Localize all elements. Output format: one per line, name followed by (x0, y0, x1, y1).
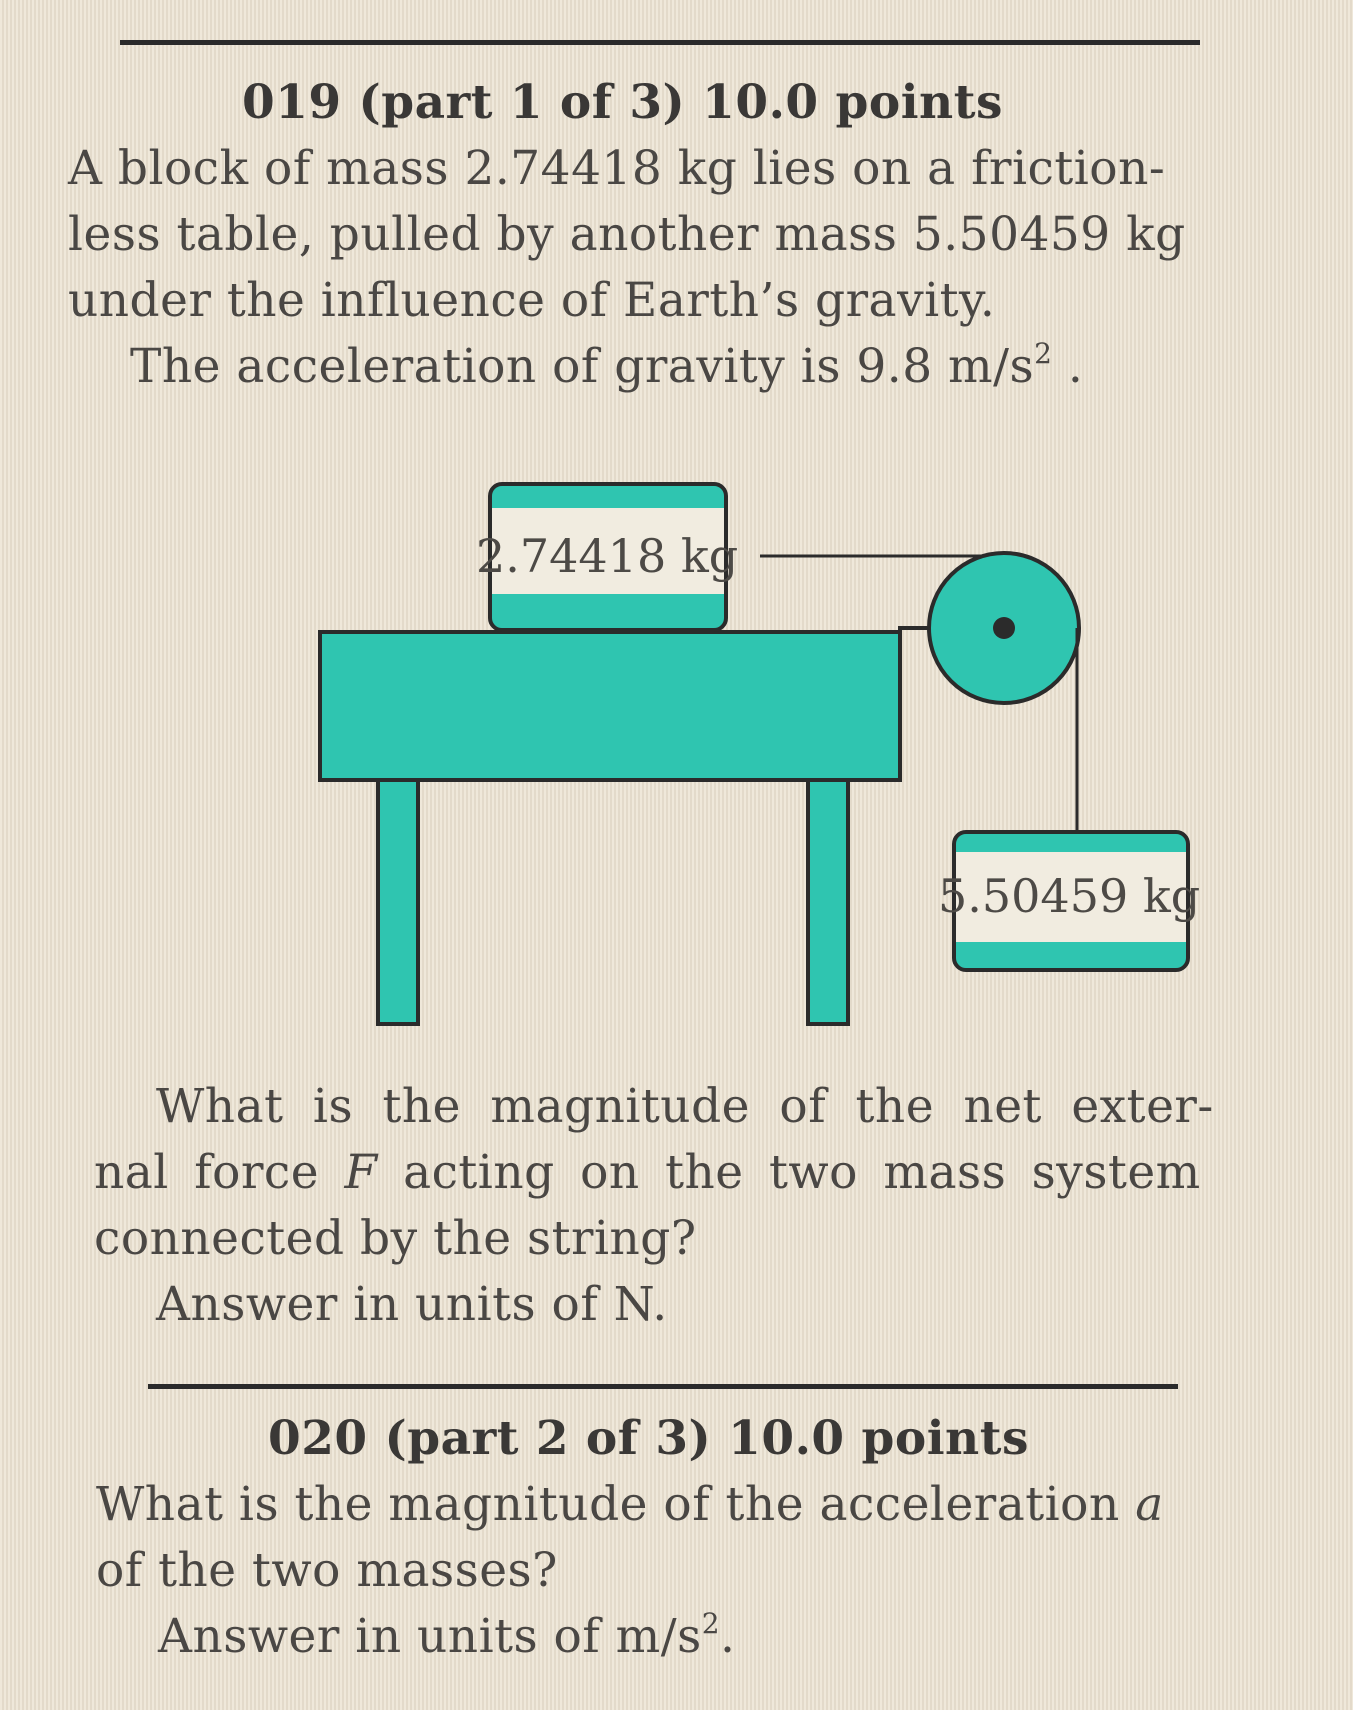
table-leg-right (808, 780, 848, 1024)
gravity-exponent: 2 (1034, 337, 1053, 371)
problem-1-intro-line-2: less table, pulled by another mass 5.50459 kg (68, 207, 1186, 262)
question-line-2-start: nal force (94, 1145, 345, 1200)
answer-units-2 (96, 1604, 1286, 1670)
force-symbol: F (344, 1145, 378, 1200)
problem-1-intro-line-3: under the influence of Earth’s gravity. (68, 273, 996, 328)
answer-units-2-suffix: . (720, 1609, 736, 1664)
problem-1-question (94, 1074, 1284, 1338)
answer-units-1: Answer in units of N. (156, 1277, 668, 1332)
problem-2-question-start: What is the magnitude of the acceleration (96, 1477, 1136, 1532)
middle-rule (148, 1384, 1178, 1389)
problem-2-question-line-1 (96, 1472, 1286, 1538)
hanging-block-label: 5.50459 kg (938, 869, 1201, 923)
table-leg-left (378, 780, 418, 1024)
gravity-text: The acceleration of gravity is 9.8 m/s (130, 339, 1035, 394)
answer-units-2-text: Answer in units of m/s (158, 1609, 702, 1664)
answer-units-2-exponent: 2 (701, 1607, 721, 1641)
problem-2-text (96, 1406, 1286, 1670)
problem-1-heading: 019 (part 1 of 3) 10.0 points (242, 75, 1003, 130)
pulley-axle (993, 617, 1015, 639)
question-line-2-end: acting on the two mass system (377, 1145, 1201, 1200)
question-line-1: What is the magnitude of the net exter- (156, 1079, 1214, 1134)
table-top (320, 632, 900, 780)
problem-2-heading: 020 (part 2 of 3) 10.0 points (268, 1411, 1029, 1466)
problem-1-intro-line-1: A block of mass 2.74418 kg lies on a friction- (68, 141, 1166, 196)
accel-symbol: a (1135, 1477, 1164, 1532)
question-line-3: connected by the string? (94, 1211, 697, 1266)
question-line-2 (94, 1140, 1284, 1206)
problem-2-question-line-2: of the two masses? (96, 1543, 558, 1598)
top-block-label: 2.74418 kg (476, 529, 739, 583)
gravity-suffix: . (1052, 339, 1084, 394)
